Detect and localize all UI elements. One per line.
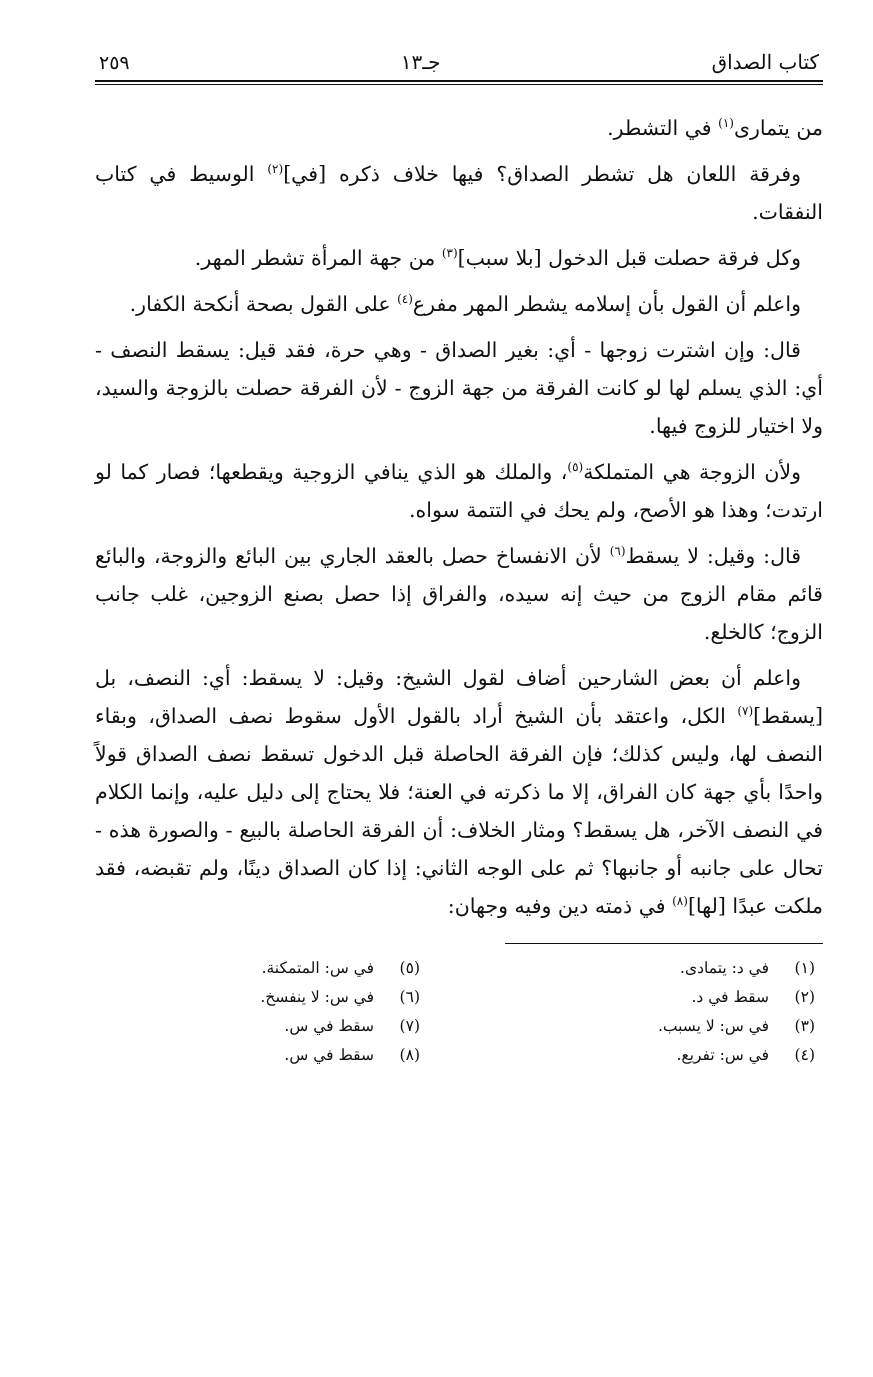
footnotes-column-left — [95, 954, 490, 1070]
paragraph-text: الكل، واعتقد بأن الشيخ أراد بالقول الأول سقوط نصف الصداق، وبقاء النصف لها، وليس كذلك؛ فإن الفرقة الحاصلة قبل الدخول تسقط نصف الصداق قولاً واحدًا بأي جهة كان الفراق، إلا ما ذكرته في العنة؛ فلا يحتاج إلى دليل عليه، وإنما الكلام في النصف الآخر، هل يسقط؟ ومثار الخلاف: أن الفرقة الحاصلة بالبيع - والصورة هذه - تحال على جانبه أو جانبها؟ ثم على الوجه الثاني: إذا كان الصداق دينًا، ولم تقبضه، فقد ملكت عبدًا [لها] — [95, 704, 823, 918]
footnote-marker: (١) — [718, 116, 734, 131]
footnote-entry — [95, 1041, 420, 1070]
footnote-entry — [95, 1012, 420, 1041]
footnote-number: (١) — [794, 959, 815, 977]
footnote-text: في س: المتمكنة. — [261, 959, 374, 977]
paragraph-text: لأن الانفساخ حصل بالعقد الجاري بين البائع والزوجة، والبائع قائم مقام الزوج من حيث إنه سيده، والفراق إذا حصل بصنع الزوجين، غلب جانب الزوج؛ كالخلع. — [95, 544, 823, 644]
paragraph — [95, 155, 823, 231]
footnote-separator — [505, 943, 823, 944]
footnote-text: سقط في د. — [691, 988, 769, 1006]
footnote-text: سقط في س. — [284, 1046, 374, 1064]
paragraph-text: على القول بصحة أنكحة الكفار. — [129, 292, 398, 316]
footnote-number: (٢) — [794, 988, 815, 1006]
paragraph-text: من يتمارى — [733, 116, 823, 140]
footnote-entry — [95, 983, 420, 1012]
paragraph-text: قال: وقيل: لا يسقط — [625, 544, 802, 568]
footnote-marker: (٦) — [609, 544, 626, 559]
paragraph — [95, 109, 823, 147]
paragraph — [95, 239, 823, 277]
footnote-marker: (٣) — [441, 246, 458, 261]
footnote-text: سقط في س. — [284, 1017, 374, 1035]
paragraph-text: واعلم أن بعض الشارحين أضاف لقول الشيخ: وقيل: لا يسقط: أي: النصف، بل [يسقط] — [95, 666, 823, 728]
paragraph — [95, 537, 823, 651]
page-number: ٢٥٩ — [99, 52, 130, 74]
footnotes-column-right — [490, 954, 823, 1070]
footnote-marker: (٥) — [567, 460, 584, 475]
paragraph-text: الوسيط في كتاب النفقات. — [95, 162, 823, 224]
footnote-number: (٣) — [794, 1017, 815, 1035]
footnote-marker: (٨) — [672, 894, 688, 909]
paragraph-text: ، والملك هو الذي ينافي الزوجية ويقطعها؛ فصار كما لو ارتدت؛ وهذا هو الأصح، ولم يحك في التتمة سواه. — [95, 460, 823, 522]
footnote-entry — [95, 954, 420, 983]
footnote-entry — [490, 1041, 815, 1070]
paragraph-text: في التشطر. — [607, 116, 719, 140]
footnote-number: (٦) — [399, 988, 420, 1006]
footnote-entry — [490, 954, 815, 983]
footnote-text: في س: لا يسبب. — [657, 1017, 769, 1035]
paragraph — [95, 285, 823, 323]
paragraph-text: ولأن الزوجة هي المتملكة — [583, 460, 801, 484]
footnote-text: في س: تفريع. — [676, 1046, 769, 1064]
footnote-entry — [490, 1012, 815, 1041]
footnote-number: (٧) — [399, 1017, 420, 1035]
book-page — [95, 50, 823, 1070]
footnote-number: (٨) — [399, 1046, 420, 1064]
footnote-text: في د: يتمادى. — [680, 959, 769, 977]
paragraph — [95, 331, 823, 445]
footnote-text: في س: لا ينفسخ. — [260, 988, 374, 1006]
paragraph-text: واعلم أن القول بأن إسلامه يشطر المهر مفرع — [412, 292, 801, 316]
volume-label: جـ١٣ — [400, 50, 441, 74]
footnote-marker: (٢) — [267, 162, 284, 177]
paragraph-text: وفرقة اللعان هل تشطر الصداق؟ فيها خلاف ذكره [في] — [283, 162, 801, 186]
footnotes — [95, 954, 823, 1070]
footnote-entry — [490, 983, 815, 1012]
footnote-marker: (٧) — [737, 704, 754, 719]
paragraph-text: في ذمته دين وفيه وجهان: — [447, 894, 673, 918]
main-text — [95, 109, 823, 925]
book-title: كتاب الصداق — [711, 50, 819, 74]
paragraph — [95, 659, 823, 925]
paragraph — [95, 453, 823, 529]
footnote-number: (٥) — [399, 959, 420, 977]
footnote-number: (٤) — [794, 1046, 815, 1064]
paragraph-text: وكل فرقة حصلت قبل الدخول [بلا سبب] — [457, 246, 801, 270]
paragraph-text: من جهة المرأة تشطر المهر. — [194, 246, 442, 270]
running-header — [95, 50, 823, 80]
paragraph-text: قال: وإن اشترت زوجها - أي: بغير الصداق - وهي حرة، فقد قيل: يسقط النصف - أي: الذي يسلم لها لو كانت الفرقة من جهة الزوج - لأن الفرقة حصلت بالزوجة والسيد، ولا اختيار للزوج فيها. — [95, 338, 823, 438]
footnote-marker: (٤) — [397, 292, 413, 307]
header-rule — [95, 80, 823, 85]
